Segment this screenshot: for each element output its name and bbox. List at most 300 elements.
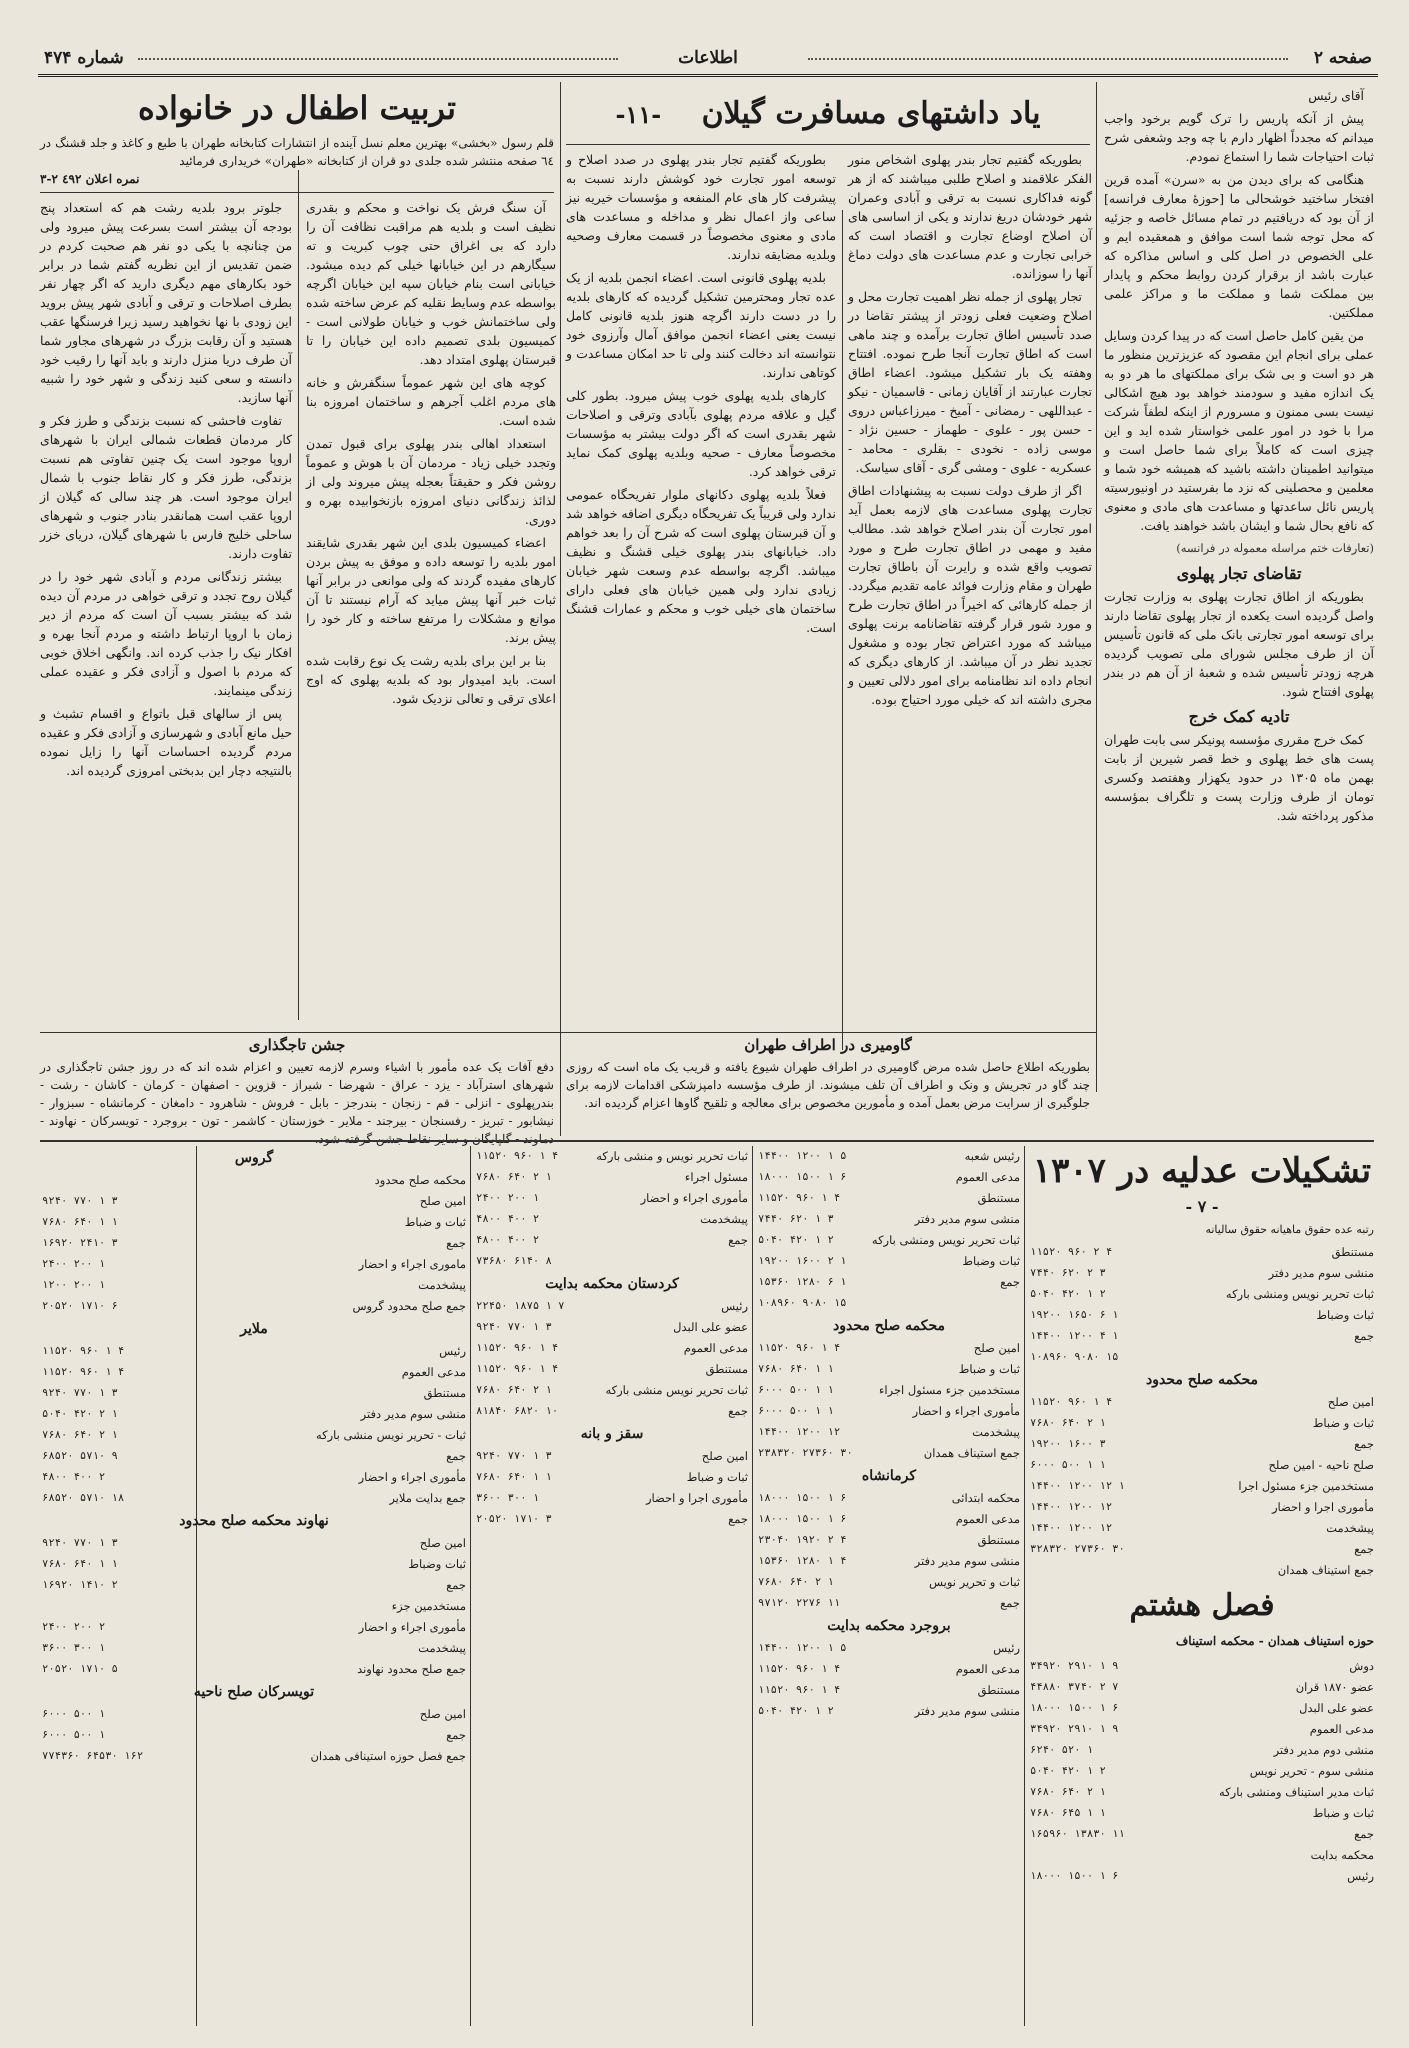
row-values: ۶۰۰۰ ۵۰۰ ۱ ۱: [758, 1384, 834, 1396]
table-row: [42, 1191, 466, 1212]
table-row: [758, 1167, 1020, 1188]
table-row: [1030, 1305, 1374, 1326]
table-row: [1030, 1719, 1374, 1740]
row-label: مدعی العموم: [955, 1662, 1020, 1676]
row-values: ۶۸۵۲۰ ۵۷۱۰ ۱۸: [42, 1492, 125, 1504]
table-rule: [470, 1146, 471, 2026]
row-values: ۶۸۵۲۰ ۵۷۱۰ ۹: [42, 1450, 118, 1462]
row-values: ۱۴۴۰۰ ۱۲۰۰ ۱۲ ۱: [1030, 1480, 1125, 1492]
row-values: ۹۲۴۰ ۷۷۰ ۱ ۳: [42, 1537, 118, 1549]
judiciary-column: [1030, 1242, 1374, 1582]
row-values: ۹۷۱۲۰ ۲۲۷۶ ۱۱: [758, 1597, 841, 1609]
table-row: [42, 1704, 466, 1725]
row-values: ۴۸۰۰ ۴۰۰ ۲: [42, 1471, 106, 1483]
table-row: [42, 1446, 466, 1467]
travel-column-1: [848, 150, 1092, 1030]
table-row: [1030, 1347, 1374, 1368]
table-row: [1030, 1845, 1374, 1866]
row-label: [552, 1251, 748, 1272]
judiciary-column: [42, 1146, 466, 2026]
row-values: ۱۲۰۰ ۲۰۰ ۱: [42, 1279, 106, 1291]
row-label: مستنطق: [1331, 1245, 1374, 1259]
row-values: ۲۳۰۴۰ ۱۹۲۰ ۲ ۴: [758, 1534, 847, 1546]
table-row: [1030, 1560, 1374, 1581]
education-column-2: [40, 198, 292, 1028]
table-section-title: کرمانشاه: [861, 1468, 917, 1484]
row-label: امین صلح: [701, 1449, 748, 1463]
row-label: جمع: [1000, 1596, 1020, 1610]
row-values: ۱۴۴۰۰ ۱۲۰۰ ۱۲: [1030, 1501, 1113, 1513]
row-label: مدعی العموم: [955, 1512, 1020, 1526]
row-label: مأموری اجراء و احضار: [640, 1191, 748, 1205]
row-label: امین صلح: [419, 1536, 466, 1550]
row-label: عضو علی البدل: [1299, 1701, 1374, 1715]
row-label: صلح ناحیه - امین صلح: [1268, 1458, 1374, 1472]
table-row: [42, 1596, 466, 1617]
row-values: ۳۶۰۰ ۳۰۰ ۱: [476, 1492, 540, 1504]
row-label: ثبات تحریر نویس ومنشی بارکه: [1225, 1287, 1374, 1301]
table-row: [42, 1296, 466, 1317]
row-label: ثبات وضباط: [1316, 1308, 1374, 1322]
section-text: بطوریکه از اطاق تجارت پهلوی به وزارت تجارت واصل گردیده است یکعده از تجار پهلوی تقاضا دارند برای توسعه امور تجارتی بانک ملی که قانون تأسیس آن از طرف مجلس شورای ملی تصویب گردیده هرچه زودتر تأسیس شده و شعبهٔ از آن هم در بندر پهلوی افتتاح شود.: [1104, 589, 1374, 699]
table-row: [758, 1572, 1020, 1593]
row-label: ماموری اجراء و احضار: [358, 1257, 466, 1271]
row-values: ۵۰۴۰ ۴۲۰ ۲ ۱: [42, 1408, 118, 1420]
table-row: [476, 1146, 748, 1167]
notice-title: جشن تاجگذاری: [248, 1036, 346, 1054]
row-values: ۱۴۴۰۰ ۱۲۰۰ ۱ ۵: [758, 1150, 847, 1162]
row-label: مستخدمین جزء مسئول اجرا: [1238, 1479, 1374, 1493]
row-values: ۹۲۴۰ ۷۷۰ ۱ ۳: [42, 1387, 118, 1399]
education-headline: تربیت اطفال در خانواده: [137, 89, 457, 127]
row-label: پیشخدمت: [418, 1278, 466, 1292]
row-values: ۷۶۸۰ ۶۴۵ ۱ ۱: [1030, 1807, 1106, 1819]
row-values: ۱۴۴۰۰ ۱۲۰۰ ۴ ۱: [1030, 1330, 1119, 1342]
table-section-title: کردستان محکمه بدایت: [545, 1276, 679, 1292]
row-label: ثبات و ضباط: [1312, 1416, 1374, 1430]
table-row: [758, 1701, 1020, 1722]
table-row: [476, 1230, 748, 1251]
table-row: [758, 1293, 1020, 1314]
row-label: ثبات و ضباط: [958, 1362, 1020, 1376]
chapter-subtitle: حوزه استیناف همدان - محکمه استیناف: [1175, 1634, 1374, 1648]
issue-number: شماره ۴۷۴: [44, 48, 124, 68]
education-paragraph: آن سنگ فرش یک نواخت و محکم و بقدری نظیف است و بلدیه هم مراقبت نظافت آن را دارد که بی اغراق حتی چوب کبریت و ته سیگارهم در این خیابانها خیلی کم دیده میشود. خیابانی است بنام خیابان سپه این خیابان اگرچه بواسطه عدم وسایط نقلیه کم عرض ساخته شده ولی ساختمانش خوب و خیابان طولانی است - کمیسیون بلدی تصمیم داده این خیابان را تا قبرستان پهلوی امتداد دهد.: [306, 200, 556, 367]
row-values: ۱۶۹۲۰ ۱۴۱۰ ۲: [42, 1579, 118, 1591]
travel-column-2: [566, 150, 836, 1030]
coronation-notice: [40, 1036, 554, 1146]
table-row: [1030, 1476, 1374, 1497]
travel-number: -۱۱-: [615, 100, 662, 129]
table-rule: [752, 1146, 753, 2026]
table-row: [758, 1401, 1020, 1422]
table-row: [758, 1272, 1020, 1293]
table-row: [42, 1212, 466, 1233]
table-section-title: ملایر: [240, 1321, 268, 1337]
row-label: جمع استیناف همدان: [1277, 1563, 1374, 1577]
row-label: مستنطق: [705, 1362, 748, 1376]
row-values: ۴۴۸۸۰ ۳۷۴۰ ۲ ۷: [1030, 1681, 1119, 1693]
row-label: جمع: [728, 1233, 748, 1247]
row-label: ثبات تحریر نویس ومنشی بارکه: [871, 1233, 1020, 1247]
row-label: مأموری اجراء و احضار: [912, 1404, 1020, 1418]
table-row: [1030, 1803, 1374, 1824]
row-label: مستنطق: [977, 1533, 1020, 1547]
judiciary-title: تشکیلات عدلیه در ۱۳۰۷: [1032, 1151, 1372, 1191]
row-values: ۶۰۰۰ ۵۰۰ ۱ ۱: [1030, 1459, 1106, 1471]
row-label: مستنطق: [423, 1386, 466, 1400]
row-values: ۷۶۸۰ ۶۴۰ ۲ ۱: [42, 1429, 118, 1441]
table-row: [42, 1275, 466, 1296]
row-values: ۱۱۵۲۰ ۹۶۰ ۱ ۴: [476, 1150, 559, 1162]
column-rule: [560, 82, 561, 1092]
table-row: [476, 1296, 748, 1317]
table-row: [476, 1209, 748, 1230]
row-label: ثبات - تحریر نویس منشی بارکه: [315, 1428, 466, 1442]
row-values: ۲۲۴۵۰ ۱۸۷۵ ۱ ۷: [476, 1300, 565, 1312]
row-values: ۱۸۰۰۰ ۱۵۰۰ ۱ ۶: [758, 1171, 847, 1183]
judiciary-column: [476, 1146, 748, 2026]
row-values: ۵۰۴۰ ۴۲۰ ۱ ۲: [758, 1705, 834, 1717]
table-row: [1030, 1326, 1374, 1347]
row-values: ۱۴۴۰۰ ۱۲۰۰ ۱ ۵: [758, 1642, 847, 1654]
row-label: مأموری اجراء و احضار: [358, 1620, 466, 1634]
row-values: ۱۱۵۲۰ ۹۶۰ ۲ ۴: [1030, 1246, 1113, 1258]
row-label: جمع: [446, 1578, 466, 1592]
table-row: [1030, 1740, 1374, 1761]
row-label: منشی سوم مدیر دفتر: [360, 1407, 466, 1421]
letter-paragraph: من یقین کامل حاصل است که در پیدا کردن وسایل عملی برای انجام این مقصود که عزیزترین منظور ما هر دو است و بی شک برای مملکتهای ما هر دو به یک اندازه مفید و سودمند خواهد بود هیچ اشکالی نیست بسی ممنون و مسرورم از اینکه لطفاً شرکت مرا با خود در امور علمی خواستار شده اید و این چیزی است که کاملاً برای شما حاصل است و میتوانید اطمینان داشته باشید که همیشه خود شما و معلمین و محصلینی که نزد ما بفرستید در اونیورسیته پاریس نائل ساعدتها و مساعدت های مادی و معنوی که نافع بحال شما و ایشان باشد خواهند یافت.: [1104, 328, 1374, 533]
row-label: مدعی العموم: [401, 1365, 466, 1379]
letter-paragraph: هنگامی که برای دیدن من به «سرن» آمده قرین افتخار ساختید خوشحالی ما [حوزهٔ معارف فرانسه] از آن بود که دریافتیم در تمام مسائل خاصه و جزئیه که محل توجه شما است موافق و همعقیده ایم و علی الخصوص در اصل کلی و اساس مذاکره که عبارت باشد از برقرار کردن روابط محکم و پایدار بین مملکت شما و مملکت ما و مراکز علمی مملکتین.: [1104, 172, 1374, 320]
row-label: ثبات وضباط: [962, 1254, 1020, 1268]
table-row: [758, 1188, 1020, 1209]
column-rule: [298, 170, 299, 1020]
row-values: ۱۱۵۲۰ ۹۶۰ ۱ ۴: [758, 1663, 841, 1675]
letter-paragraph: پیش از آنکه پاریس را ترک گویم برخود واجب میدانم که مجدداً اظهار دارم با چه وجد وشعفی شرح ثبات احتیاجات شما را استماع نمودم.: [1104, 111, 1374, 164]
row-label: عضو ۱۸۷۰ قران: [1295, 1680, 1374, 1694]
page-number: صفحه ۲: [1313, 48, 1372, 68]
row-label: ثبات و ضباط: [1312, 1806, 1374, 1820]
table-row: [1030, 1866, 1374, 1887]
education-paragraph: بنا بر این برای بلدیه رشت یک نوع رقابت شده است. باید امیدوار بود که بلدیه پهلوی که اوج اعلای ترقی و تعالی نزدیک شود.: [306, 653, 556, 706]
table-row: [476, 1188, 748, 1209]
row-values: ۲۰۵۲۰ ۱۷۱۰ ۳: [476, 1513, 552, 1525]
row-label: جمع صلح محدود نهاوند: [357, 1662, 466, 1676]
row-label: پیشخدمت: [1326, 1521, 1374, 1535]
travel-paragraph: فعلاً بلدیه پهلوی دکانهای ملوار تفریحگاه عمومی ندارد ولی قریباً یک تفریحگاه دیگری اضافه خواهد شد و آن قبرستان پهلوی است که شرح آن را بعد خواهم داد. خیابانهای بندر پهلوی خیلی قشنگ و نظیف میباشد. اگرچه بواسطه عدم وسعت شهر خیابان زیادی ندارد ولی همین خیابان های فعلی دارای ساختمان های خیلی خوب و محکم و عمارات قشنگ است.: [566, 487, 836, 635]
row-label: مستخدمین جزء: [391, 1599, 466, 1613]
row-values: ۷۶۸۰ ۶۴۰ ۲ ۱: [758, 1576, 834, 1588]
table-row: [758, 1551, 1020, 1572]
table-row: [1030, 1782, 1374, 1803]
table-row: [1030, 1455, 1374, 1476]
table-row: [42, 1725, 466, 1746]
row-values: ۱۱۵۲۰ ۹۶۰ ۱ ۴: [758, 1684, 841, 1696]
table-row: [758, 1230, 1020, 1251]
table-row: [1030, 1539, 1374, 1560]
row-values: ۱۵۳۶۰ ۱۲۸۰ ۱ ۴: [758, 1555, 847, 1567]
table-row: [758, 1659, 1020, 1680]
row-label: محکمه صلح محدود: [374, 1173, 466, 1187]
row-label: ثبات و تحریر نویس: [928, 1575, 1020, 1589]
travel-paragraph: اگر از طرف دولت نسبت به پیشنهادات اطاق تجارت پهلوی مساعدت های لازمه بعمل آید امور تجارت آن بندر اصلاح خواهد شد. مطالب مفید و مهمی در اطاق تجارت طرح و مورد تصویب واقع شده و رایرت آن باطاق تجارت طهران و مقام وزارت فوائد عامه تقدیم میگردد. از جمله کارهائی که اخیراً در اطاق تجارت طرح و مورد شور قرار گرفته تقاضانامه برنت پهلوی میباشد که مورد اعتراض تجار بوده و مشغول تجدید نظر در آن میباشد. از کارهای دیگری که انجام داده اند نظامنامه برای امور دلالی تعیین و مجری داشته اند که خیلی مورد احتیاج بوده.: [848, 483, 1092, 707]
byline-text: قلم رسول «بخشی» بهترین معلم نسل آینده از انتشارات کتابخانه طهران با طبع و کاغذ و جلد قشنگ در ٦٤ صفحه منتشر شده جلدی دو قران از کتابخانه «طهران» خریداری فرمائید: [40, 136, 554, 168]
table-row: [758, 1530, 1020, 1551]
row-label: جمع: [1000, 1275, 1020, 1289]
table-row: [476, 1359, 748, 1380]
row-values: ۳۴۹۲۰ ۲۹۱۰ ۱ ۹: [1030, 1660, 1119, 1672]
row-label: امین صلح: [419, 1707, 466, 1721]
table-row: [758, 1593, 1020, 1614]
education-paragraph: پس از سالهای قبل باتواع و اقسام تشبث و حیل مانع آبادی و شهرسازی و آزادی فکر و عقیده مردم گردیده احساسات آنها را زایل نموده بالنتیجه دچار این بدبختی امروزی گردیده اند.: [40, 706, 292, 778]
row-label: جمع: [1354, 1329, 1374, 1343]
row-values: ۳۲۸۳۲۰ ۲۷۳۶۰ ۳۰: [1030, 1543, 1125, 1555]
table-row: [758, 1209, 1020, 1230]
table-row: [1030, 1677, 1374, 1698]
travel-paragraph: بطوریکه گفتیم تجار بندر پهلوی اشخاص منور الفکر علاقمند و اصلاح طلبی میباشند که از هر گونه فداکاری نسبت به ترقی و آبادی وعمران شهر خودشان دریغ ندارند و یکی از اساسی های آن اصلاح اوضاع تجارت و اقتصاد است که خرابی تجارت و عدم مساعدت های دولت دماغ آنها را سوزانده.: [848, 152, 1092, 281]
row-values: ۹۲۴۰ ۷۷۰ ۱ ۳: [476, 1450, 552, 1462]
row-values: ۵۰۴۰ ۴۲۰ ۱ ۲: [1030, 1288, 1106, 1300]
table-row: [1030, 1761, 1374, 1782]
row-label: جمع: [1354, 1437, 1374, 1451]
row-values: ۲۳۸۳۲۰ ۲۷۳۶۰ ۳۰: [758, 1447, 853, 1459]
row-values: ۲۴۰۰ ۲۰۰ ۲: [42, 1621, 106, 1633]
table-row: [1030, 1656, 1374, 1677]
row-label: رئیس: [439, 1344, 466, 1358]
education-paragraph: بیشتر زندگانی مردم و آبادی شهر خود را در گیلان روح تجدد و ترقی خواهی در مردم آن دیده شد که بیشتر بسبب آن است که مردم از دیر زمان با اروپا ارتباط داشته و مردم آنجا بهره و افکار نیک را جذب کرده اند. وانگهی اخلاق خوبی که مردم با اصول و آزادی فکر و عقیده عملی زندگی مینمایند.: [40, 569, 292, 698]
section-text: کمک خرج مقرری مؤسسه پونیکر سی بابت طهران پست های خط پهلوی و خط قصر شیرین از بابت بهمن ماه ۱۳۰۵ در حدود یکهزار وهفتصد وکسری تومان از طرف وزارت پست و تلگراف بمؤسسه مذکور پرداخته شد.: [1104, 732, 1374, 823]
row-values: ۱۴۴۰۰ ۱۲۰۰ ۱۲: [1030, 1522, 1113, 1534]
section-rule: [40, 1032, 1096, 1033]
cattle-notice: [566, 1036, 1090, 1136]
row-label: مستنطق: [977, 1683, 1020, 1697]
table-section-title: بروجرد محکمه بدایت: [827, 1618, 951, 1634]
table-row: [42, 1488, 466, 1509]
row-values: ۷۷۴۳۶۰ ۶۴۵۳۰ ۱۶۲: [42, 1750, 144, 1762]
chapter-title: فصل هشتم: [1129, 1588, 1275, 1623]
table-row: [42, 1404, 466, 1425]
row-values: ۷۶۸۰ ۶۴۰ ۱ ۱: [758, 1363, 834, 1375]
judiciary-header: رتبه عده حقوق ماهیانه حقوق سالیانه: [1205, 1223, 1374, 1236]
table-row: [1030, 1263, 1374, 1284]
table-row: [758, 1380, 1020, 1401]
row-values: ۱۱۵۲۰ ۹۶۰ ۱ ۴: [758, 1342, 841, 1354]
table-row: [758, 1251, 1020, 1272]
table-row: [476, 1446, 748, 1467]
section-title: تادیه کمک خرج: [1188, 707, 1290, 726]
row-values: ۷۶۸۰ ۶۴۰ ۱ ۱: [42, 1216, 118, 1228]
table-row: [42, 1575, 466, 1596]
education-column-1: [306, 198, 556, 1028]
table-row: [1030, 1824, 1374, 1845]
column-rule: [842, 210, 843, 1050]
row-label: جمع فصل حوزه استینافی همدان: [310, 1749, 466, 1763]
table-row: [42, 1746, 466, 1767]
ad-number: نمره اعلان ٤٩٢ ۲-۳: [40, 172, 140, 186]
row-values: ۱۸۰۰۰ ۱۵۰۰ ۱ ۶: [1030, 1702, 1119, 1714]
row-values: ۱۱۵۲۰ ۹۶۰ ۱ ۴: [42, 1366, 125, 1378]
travel-paragraph: بطوریکه گفتیم تجار بندر پهلوی در صدد اصلاح و توسعه امور تجارت خود کوشش دارند نسبت به پیشرفت کار های عام المنفعه و مؤسسات خیریه نیز ساعی واز اعمال نظر و مداخله و مساعدت های مادی و معنوی مخصوصاً در قسمت معارف وصحیه وبلدیه مضایقه ندارند.: [566, 152, 836, 262]
row-values: ۹۲۴۰ ۷۷۰ ۱ ۳: [476, 1321, 552, 1333]
row-values: ۱۱۵۲۰ ۹۶۰ ۱ ۴: [758, 1192, 841, 1204]
paper-name: اطلاعات: [678, 48, 738, 68]
row-values: ۷۶۸۰ ۶۴۰ ۱ ۱: [42, 1558, 118, 1570]
row-values: ۱۹۲۰۰ ۱۶۰۰ ۲ ۱: [758, 1255, 847, 1267]
row-label: منشی دوم مدیر دفتر: [1273, 1743, 1374, 1757]
row-values: ۷۶۸۰ ۶۴۰ ۲ ۱: [1030, 1786, 1106, 1798]
table-row: [476, 1467, 748, 1488]
row-values: ۴۸۰۰ ۴۰۰ ۲: [476, 1213, 540, 1225]
letter-salutation: آقای رئیس: [1308, 88, 1364, 103]
row-label: پیشخدمت: [418, 1641, 466, 1655]
row-label: منشی سوم - تحریر نویس: [1249, 1764, 1374, 1778]
education-paragraph: اعضاء کمیسیون بلدی این شهر بقدری شایقند امور بلدیه را توسعه داده و موفق به پیش بردن کارهای مفیده گردند که ولی موانعی در برابر آنها ثبات خبر آنها پیش میاید که آرام نیستند تا آن موانع و مشکلات را مرتفع ساخته و کار خود را پیش برند.: [306, 535, 556, 645]
column-rule: [560, 1036, 561, 1136]
table-rule: [1024, 1146, 1025, 2026]
row-label: ثبات و ضباط: [404, 1215, 466, 1229]
row-values: ۱۱۵۲۰ ۹۶۰ ۱ ۴: [1030, 1396, 1113, 1408]
education-paragraph: تفاوت فاحشی که نسبت بزندگی و طرز فکر و کار مردمان قطعات شمالی ایران با شهرهای اروپا موجود است یک چنین تفاوتی هم نسبت بزندگی، طرز فکر و کار نقاط جنوب با شمال ایران موجود است. هر چند سالی که گیلان از اروپا عقب است همانقدر بنادر جنوب و شهرهای ساحلی خلیج فارس با شهرهای گیلان، دریای خزر تفاوت دارند.: [40, 413, 292, 561]
table-row: [1030, 1497, 1374, 1518]
row-label: منشی سوم مدیر دفتر: [1268, 1266, 1374, 1280]
table-row: [42, 1254, 466, 1275]
row-label: ثبات و ضباط: [686, 1470, 748, 1484]
row-values: ۱۹۲۰۰ ۱۶۵۰ ۶ ۱: [1030, 1309, 1119, 1321]
row-values: ۵۰۴۰ ۴۲۰ ۱ ۲: [1030, 1765, 1106, 1777]
education-paragraph: کوچه های این شهر عموماً سنگفرش و خانه های مردم اغلب آجرهم و ساختمان امروزه بنا شده است.: [306, 375, 556, 428]
row-label: ثبات مدیر استیناف ومنشی بارکه: [1219, 1785, 1374, 1799]
table-row: [758, 1638, 1020, 1659]
table-row: [42, 1638, 466, 1659]
table-section-title: تویسرکان صلح ناحیه: [193, 1684, 315, 1700]
table-row: [476, 1401, 748, 1422]
row-label: امین صلح: [973, 1341, 1020, 1355]
row-values: ۷۶۸۰ ۶۴۰ ۲ ۱: [476, 1171, 552, 1183]
table-row: [42, 1467, 466, 1488]
masthead-ornament-right: [808, 58, 1288, 60]
row-values: ۶۰۰۰ ۵۰۰ ۱: [42, 1729, 106, 1741]
education-byline: [40, 134, 554, 188]
section-title: تقاضای تجار پهلوی: [1176, 564, 1302, 583]
row-label: دوش: [1349, 1659, 1374, 1673]
row-label: منشی سوم مدیر دفتر: [914, 1212, 1020, 1226]
row-label: جمع بدایت ملایر: [389, 1491, 466, 1505]
row-label: امین صلح: [1327, 1395, 1374, 1409]
row-values: ۱۸۰۰۰ ۱۵۰۰ ۱ ۶: [758, 1492, 847, 1504]
table-row: [758, 1680, 1020, 1701]
row-label: مدعی العموم: [955, 1170, 1020, 1184]
row-label: جمع: [728, 1512, 748, 1526]
row-values: ۱۶۵۹۶۰ ۱۳۸۳۰ ۱۱: [1030, 1828, 1125, 1840]
table-row: [476, 1251, 748, 1272]
table-section-title: گروس: [234, 1150, 274, 1166]
table-row: [42, 1554, 466, 1575]
table-row: [42, 1659, 466, 1680]
row-label: پیشخدمت: [972, 1425, 1020, 1439]
row-label: جمع: [1354, 1542, 1374, 1556]
letter-column: [1104, 86, 1374, 991]
row-label: رئیس: [721, 1299, 748, 1313]
row-values: ۱۸۰۰۰ ۱۵۰۰ ۱ ۶: [758, 1513, 847, 1525]
table-row: [758, 1146, 1020, 1167]
travel-title: یاد داشتهای مسافرت گیلان: [701, 96, 1041, 131]
row-values: ۶۰۰۰ ۵۰۰ ۱: [42, 1708, 106, 1720]
row-label: عضو علی البدل: [673, 1320, 748, 1334]
row-values: ۲۰۵۲۰ ۱۷۱۰ ۶: [42, 1300, 118, 1312]
tables-rule: [40, 1140, 1374, 1142]
table-row: [1030, 1242, 1374, 1263]
row-values: ۲۴۰۰ ۲۰۰ ۱: [476, 1192, 540, 1204]
row-label: مسئول اجراء: [684, 1170, 748, 1184]
row-values: ۱۸۰۰۰ ۱۵۰۰ ۱ ۶: [1030, 1870, 1119, 1882]
byline-rule: [40, 192, 554, 193]
table-row: [42, 1341, 466, 1362]
row-values: ۵۰۴۰ ۴۲۰ ۱ ۲: [758, 1234, 834, 1246]
travel-headline: [566, 88, 1090, 140]
row-values: ۳۶۰۰ ۳۰۰ ۱: [42, 1642, 106, 1654]
row-values: ۱۰۸۹۶۰ ۹۰۸۰ ۱۵: [758, 1297, 847, 1309]
table-row: [1030, 1518, 1374, 1539]
row-values: ۱۰۸۹۶۰ ۹۰۸۰ ۱۵: [1030, 1351, 1119, 1363]
table-section-title: نهاوند محکمه صلح محدود: [179, 1513, 329, 1529]
table-row: [1030, 1284, 1374, 1305]
row-values: ۱۱۵۲۰ ۹۶۰ ۱ ۴: [42, 1345, 125, 1357]
row-label: رئیس: [993, 1641, 1020, 1655]
notice-text: بطوریکه اطلاع حاصل شده مرض گاومیری در اطراف طهران شیوع یافته و قریب یک ماه است که روزی چند گاو در تجریش و ونک و اطراف آن تلف میشوند. از طرف مؤسسه دامپزشکی اقدامات لازمه برای جلوگیری از سرایت مرض بعمل آمده و مأمورین مخصوص برای معالجه و تلقیح گاوها اعزام گردیده اند.: [566, 1060, 1090, 1110]
row-values: ۱۱۵۲۰ ۹۶۰ ۱ ۴: [476, 1342, 559, 1354]
travel-paragraph: بلدیه پهلوی قانونی است. اعضاء انجمن بلدیه از یک عده تجار ومحترمین تشکیل گردیده که کارهای بلدیه را در دست دارند اگرچه هنوز بلدیه قانونی کامل نیست یعنی اعضاء انجمن موافق آمال وآرزوی خود نتوانسته اند دخالت کنند ولی تا حد امکان مساعدت و کوتاهی ندارند.: [566, 270, 836, 380]
row-label: جمع: [446, 1449, 466, 1463]
row-label: مأموری اجرا و احضار: [645, 1491, 748, 1505]
row-values: ۷۶۸۰ ۶۴۰ ۱ ۱: [476, 1471, 552, 1483]
row-label: محکمه بدایت: [1310, 1848, 1374, 1862]
letter-closing: (تعارفات ختم مراسله معموله در فرانسه): [1176, 541, 1374, 555]
row-label: جمع استیناف همدان: [923, 1446, 1020, 1460]
travel-paragraph: تجار پهلوی از جمله نظر اهمیت تجارت محل و اصلاح وضعیت فعلی زودتر از پیشتر تقاضا در صدد تأسیس اطاق تجارت برآمده و چند ماهی است که اطاق تجارت آنجا طرح نموده. افتتاح وهفته یک بار تشکیل میشود. اعضاء اطاق تجارت عبارتند از آقایان زمانی - قاسمیان - نیکو - عبداللهی - رمضانی - آمیخ - میرزاعباس دروی - حسن پور - علوی - طهماز - حسین نژاد - موسی زاده - نخودی - بقلری - محامد - عسکریه - علوی - ومشی گری - آقای سیاسک.: [848, 289, 1092, 475]
row-values: ۱۱۵۲۰ ۹۶۰ ۱ ۴: [476, 1363, 559, 1375]
row-values: ۱۹۲۰۰ ۱۶۰۰ ۳: [1030, 1438, 1106, 1450]
table-row: [758, 1488, 1020, 1509]
row-values: ۲۴۰۰ ۲۰۰ ۱: [42, 1258, 106, 1270]
row-label: [1119, 1347, 1374, 1368]
table-row: [476, 1338, 748, 1359]
table-row: [758, 1443, 1020, 1464]
table-row: [1030, 1392, 1374, 1413]
table-row: [758, 1422, 1020, 1443]
row-label: مأموری اجرا و احضار: [1271, 1500, 1374, 1514]
table-row: [42, 1617, 466, 1638]
row-label: محکمه ابتدائی: [951, 1491, 1020, 1505]
table-row: [476, 1488, 748, 1509]
column-rule: [1096, 82, 1097, 1092]
table-row: [758, 1509, 1020, 1530]
table-section-title: محکمه صلح محدود: [832, 1318, 946, 1334]
row-label: جمع: [446, 1728, 466, 1742]
row-label: جمع: [1354, 1827, 1374, 1841]
row-label: مستنطق: [977, 1191, 1020, 1205]
table-row: [476, 1380, 748, 1401]
row-values: ۴۸۰۰ ۴۰۰ ۲: [476, 1234, 540, 1246]
row-label: ثبات تحریر نویس و منشی بارکه: [596, 1149, 748, 1163]
table-row: [476, 1167, 748, 1188]
table-row: [42, 1533, 466, 1554]
row-label: ثبات تحریر نویس منشی بارکه: [605, 1383, 748, 1397]
row-values: ۸۱۸۴۰ ۶۸۲۰ ۱۰: [476, 1405, 559, 1417]
row-label: مأموری اجراء و احضار: [358, 1470, 466, 1484]
row-label: ثبات وضباط: [408, 1557, 466, 1571]
row-label: منشی سوم مدیر دفتر: [914, 1554, 1020, 1568]
